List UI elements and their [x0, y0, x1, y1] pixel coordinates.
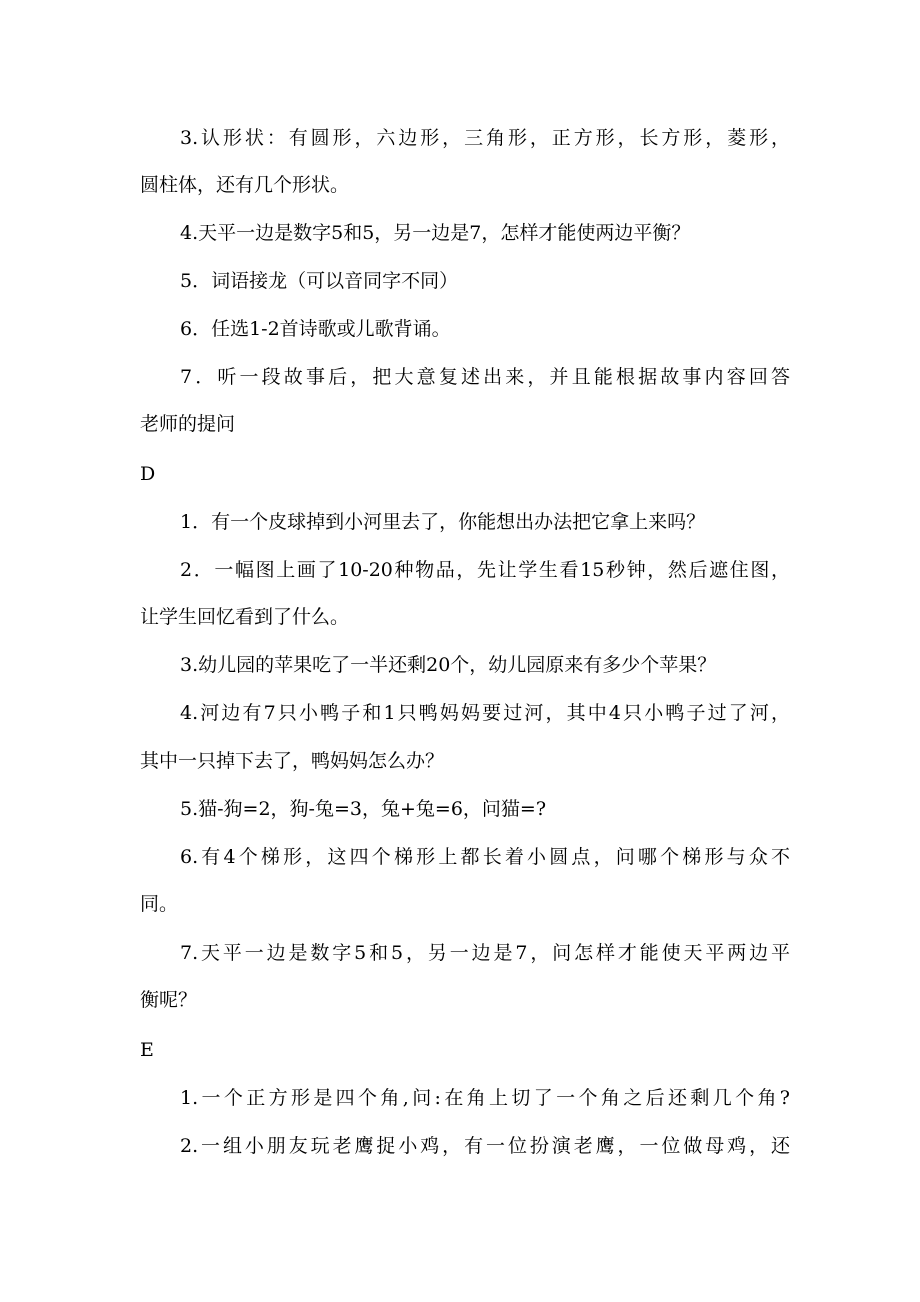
c-item-6: 6．任选1-2首诗歌或儿歌背诵。 [180, 318, 451, 340]
d-item-2-line-2: 让学生回忆看到了什么。 [140, 606, 350, 628]
c-item-3-line-1: 3.认形状：有圆形，六边形，三角形，正方形，长方形，菱形， [180, 127, 790, 149]
d-item-2-line-1: 2．一幅图上画了10-20种物品，先让学生看15秒钟，然后遮住图， [180, 559, 790, 581]
c-item-7-line-2: 老师的提问 [140, 413, 236, 435]
d-item-5: 5.猫-狗=2，狗-兔=3，兔+兔=6，问猫=? [180, 798, 547, 820]
c-item-7-line-1: 7．听一段故事后，把大意复述出来，并且能根据故事内容回答 [180, 366, 790, 388]
d-item-6-line-2: 同。 [140, 893, 179, 915]
d-item-3: 3.幼儿园的苹果吃了一半还剩20个，幼儿园原来有多少个苹果？ [180, 654, 717, 676]
section-d-heading: D [140, 463, 156, 485]
c-item-4: 4.天平一边是数字5和5，另一边是7，怎样才能使两边平衡？ [180, 222, 691, 244]
d-item-7-line-1: 7.天平一边是数字5和5，另一边是7，问怎样才能使天平两边平 [180, 942, 790, 964]
e-item-2-line-1: 2.一组小朋友玩老鹰捉小鸡，有一位扮演老鹰，一位做母鸡，还 [180, 1135, 790, 1157]
e-item-1: 1.一个正方形是四个角,问:在角上切了一个角之后还剩几个角? [180, 1087, 790, 1109]
d-item-7-line-2: 衡呢？ [140, 989, 198, 1011]
c-item-3-line-2: 圆柱体，还有几个形状。 [140, 174, 350, 196]
d-item-4-line-1: 4.河边有7只小鸭子和1只鸭妈妈要过河，其中4只小鸭子过了河， [180, 702, 790, 724]
d-item-1: 1．有一个皮球掉到小河里去了，你能想出办法把它拿上来吗？ [180, 511, 706, 533]
d-item-4-line-2: 其中一只掉下去了，鸭妈妈怎么办？ [140, 750, 445, 772]
section-e-heading: E [140, 1039, 154, 1061]
c-item-5: 5．词语接龙（可以音同字不同） [180, 270, 459, 292]
d-item-6-line-1: 6.有4个梯形，这四个梯形上都长着小圆点，问哪个梯形与众不 [180, 846, 790, 868]
